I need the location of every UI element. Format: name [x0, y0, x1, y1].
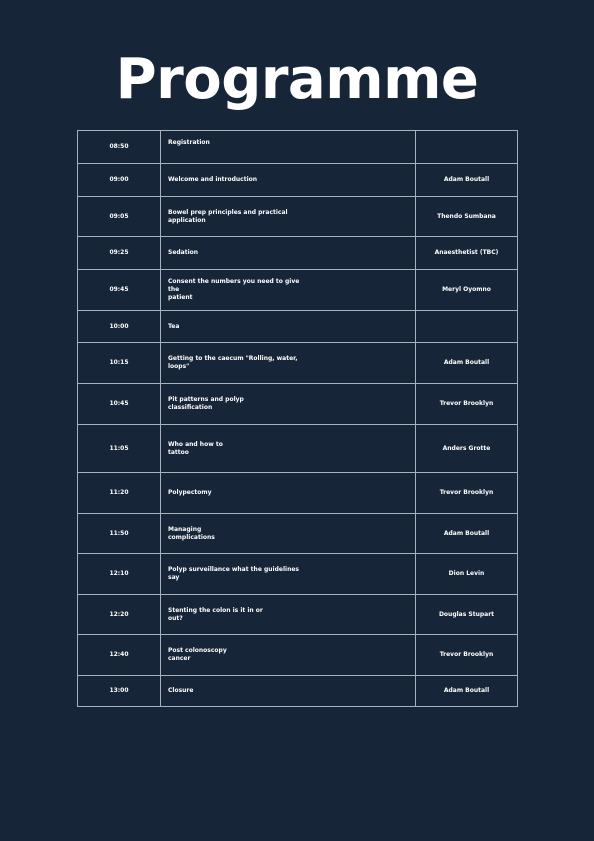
- row-time: 09:00: [78, 164, 161, 197]
- row-time: 10:00: [78, 311, 161, 343]
- row-session: Pit patterns and polyp classification: [168, 396, 244, 411]
- table-row: [78, 311, 518, 343]
- table-row: [78, 473, 518, 514]
- row-speaker: [416, 131, 518, 164]
- row-session: Stenting the colon is it in or out?: [168, 606, 263, 622]
- row-speaker: Adam Boutall: [416, 676, 518, 707]
- row-session: Consent the numbers you need to give the patient: [168, 278, 300, 301]
- row-session-cell: [161, 311, 416, 343]
- table-row: [78, 514, 518, 554]
- row-time: 10:15: [78, 343, 161, 384]
- table-row: [78, 164, 518, 197]
- row-session: Polypectomy: [168, 489, 212, 496]
- row-session-cell: [161, 554, 416, 595]
- page-title: Programme: [115, 47, 479, 112]
- table-row: [78, 425, 518, 473]
- row-time: 11:20: [78, 473, 161, 514]
- table-row: [78, 131, 518, 164]
- row-session-cell: [161, 270, 416, 311]
- row-time: 12:40: [78, 635, 161, 676]
- row-session-cell: [161, 131, 416, 164]
- row-session-cell: [161, 473, 416, 514]
- row-speaker: Anaesthetist (TBC): [416, 237, 518, 270]
- row-time: 09:25: [78, 237, 161, 270]
- row-session: Welcome and introduction: [168, 176, 258, 183]
- table-row: [78, 635, 518, 676]
- row-session-cell: [161, 635, 416, 676]
- row-session-cell: [161, 197, 416, 237]
- row-speaker: Trevor Brooklyn: [416, 384, 518, 425]
- table-row: [78, 554, 518, 595]
- row-speaker: Dion Levin: [416, 554, 518, 595]
- row-session: Sedation: [168, 249, 199, 256]
- row-speaker: Trevor Brooklyn: [416, 473, 518, 514]
- row-time: 09:45: [78, 270, 161, 311]
- row-speaker: Adam Boutall: [416, 514, 518, 554]
- table-row: [78, 270, 518, 311]
- row-session-cell: [161, 384, 416, 425]
- row-session: Polyp surveillance what the guidelines say: [168, 566, 299, 581]
- row-speaker: Anders Grotte: [416, 425, 518, 473]
- row-speaker: Trevor Brooklyn: [416, 635, 518, 676]
- row-time: 12:20: [78, 595, 161, 635]
- row-speaker: Adam Boutall: [416, 164, 518, 197]
- table-row: [78, 237, 518, 270]
- row-session: Closure: [168, 687, 194, 694]
- row-time: 08:50: [78, 131, 161, 164]
- row-time: 11:50: [78, 514, 161, 554]
- row-session-cell: [161, 676, 416, 707]
- row-speaker: Meryl Oyomno: [416, 270, 518, 311]
- programme-table: [77, 130, 518, 707]
- table-row: [78, 595, 518, 635]
- row-time: 12:10: [78, 554, 161, 595]
- row-time: 10:45: [78, 384, 161, 425]
- row-time: 13:00: [78, 676, 161, 707]
- row-session: Getting to the caecum "Rolling, water, loops": [168, 355, 298, 370]
- row-session-cell: [161, 164, 416, 197]
- table-row: [78, 676, 518, 707]
- row-session-cell: [161, 237, 416, 270]
- row-time: 09:05: [78, 197, 161, 237]
- row-speaker: Thendo Sumbana: [416, 197, 518, 237]
- row-time: 11:05: [78, 425, 161, 473]
- table-row: [78, 343, 518, 384]
- row-session: Post colonoscopy cancer: [168, 647, 227, 662]
- table-row: [78, 384, 518, 425]
- row-session: Who and how to tattoo: [168, 440, 223, 456]
- row-session-cell: [161, 514, 416, 554]
- row-session: Registration: [168, 139, 210, 146]
- row-session-cell: [161, 425, 416, 473]
- row-session: Bowel prep principles and practical application: [168, 208, 288, 224]
- row-session: Managing complications: [168, 525, 215, 541]
- row-speaker: Adam Boutall: [416, 343, 518, 384]
- table-row: [78, 197, 518, 237]
- row-session: Tea: [168, 322, 180, 330]
- row-session-cell: [161, 595, 416, 635]
- programme-body: [78, 131, 518, 707]
- row-speaker: [416, 311, 518, 343]
- row-session-cell: [161, 343, 416, 384]
- row-speaker: Douglas Stupart: [416, 595, 518, 635]
